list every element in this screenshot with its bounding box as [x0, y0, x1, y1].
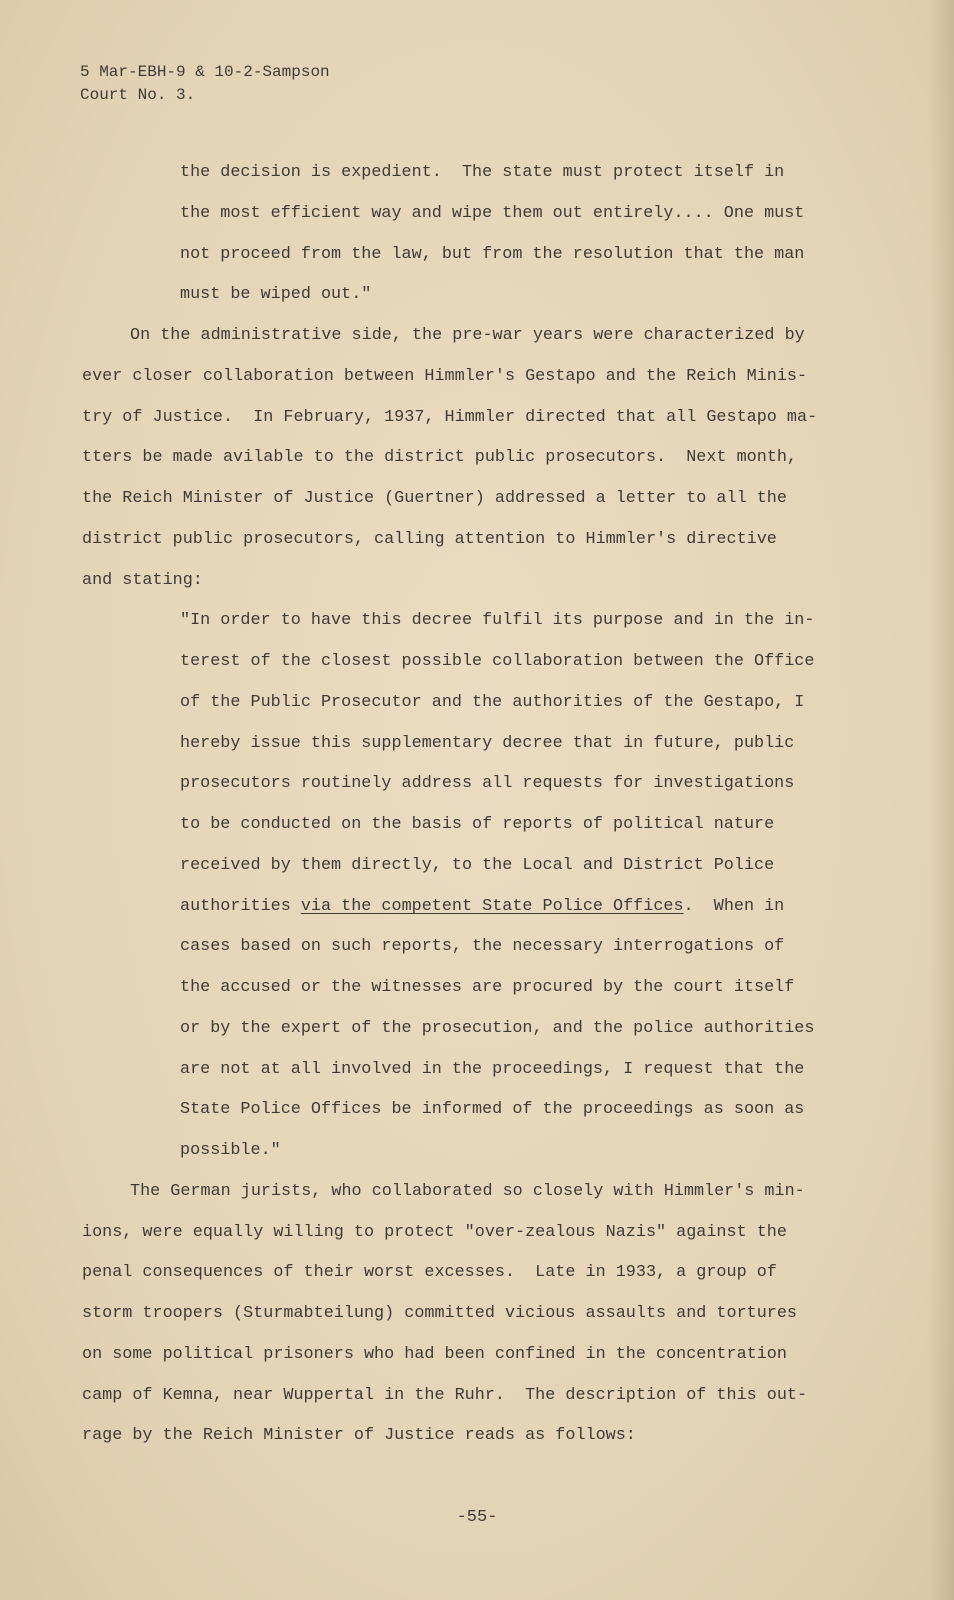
paragraph-line: district public prosecutors, calling attention to Himmler's directive [82, 530, 777, 549]
quote-line: not proceed from the law, but from the resolution that the man [180, 245, 805, 264]
paragraph-line: tters be made avilable to the district public prosecutors. Next month, [82, 448, 797, 467]
paragraph-line: penal consequences of their worst excesses. Late in 1933, a group of [82, 1263, 777, 1282]
quote-line: cases based on such reports, the necessary interrogations of [180, 937, 785, 956]
quote-line: terest of the closest possible collaboration between the Office [180, 652, 815, 671]
header-line-1: 5 Mar-EBH-9 & 10-2-Sampson [80, 63, 330, 81]
quote-text: authorities [180, 897, 301, 916]
quote-line: or by the expert of the prosecution, and the police authorities [180, 1019, 815, 1038]
quote-line: hereby issue this supplementary decree that in future, public [180, 734, 795, 753]
quote-line: "In order to have this decree fulfil its purpose and in the in- [180, 611, 815, 630]
quote-line: must be wiped out." [180, 285, 372, 304]
paragraph-line: try of Justice. In February, 1937, Himmler directed that all Gestapo ma- [82, 408, 818, 427]
paragraph-line: rage by the Reich Minister of Justice reads as follows: [82, 1426, 636, 1445]
quote-line: are not at all involved in the proceedings, I request that the [180, 1060, 805, 1079]
paragraph-line: on some political prisoners who had been confined in the concentration [82, 1345, 787, 1364]
page-edge-shadow [928, 0, 954, 1600]
paragraph-line: camp of Kemna, near Wuppertal in the Ruhr. The description of this out- [82, 1386, 808, 1405]
quote-line: possible." [180, 1141, 281, 1160]
page-number: -55- [456, 1508, 498, 1527]
header-line-2: Court No. 3. [80, 86, 196, 104]
quote-line: received by them directly, to the Local and District Police [180, 856, 775, 875]
quote-line: the accused or the witnesses are procured by the court itself [180, 978, 795, 997]
paragraph-line: The German jurists, who collaborated so closely with Himmler's min- [130, 1182, 805, 1201]
quote-text: . When in [683, 897, 785, 916]
quote-line: the most efficient way and wipe them out entirely.... One must [180, 204, 805, 223]
quote-line: prosecutors routinely address all requests for investigations [180, 774, 795, 793]
paragraph-line: the Reich Minister of Justice (Guertner) addressed a letter to all the [82, 489, 787, 508]
quote-line [180, 897, 784, 917]
paragraph-line: ions, were equally willing to protect "over-zealous Nazis" against the [82, 1223, 787, 1242]
paragraph-line: storm troopers (Sturmabteilung) committed vicious assaults and tortures [82, 1304, 797, 1323]
paragraph-line: ever closer collaboration between Himmler's Gestapo and the Reich Minis- [82, 367, 808, 386]
quote-line: the decision is expedient. The state must protect itself in [180, 163, 785, 182]
quote-line: State Police Offices be informed of the proceedings as soon as [180, 1100, 805, 1119]
quote-line: of the Public Prosecutor and the authorities of the Gestapo, I [180, 693, 805, 712]
quote-line: to be conducted on the basis of reports of political nature [180, 815, 775, 834]
paragraph-line: and stating: [82, 571, 203, 590]
paragraph-line: On the administrative side, the pre-war years were characterized by [130, 326, 805, 345]
underlined-phrase: via the competent State Police Offices [300, 897, 684, 916]
